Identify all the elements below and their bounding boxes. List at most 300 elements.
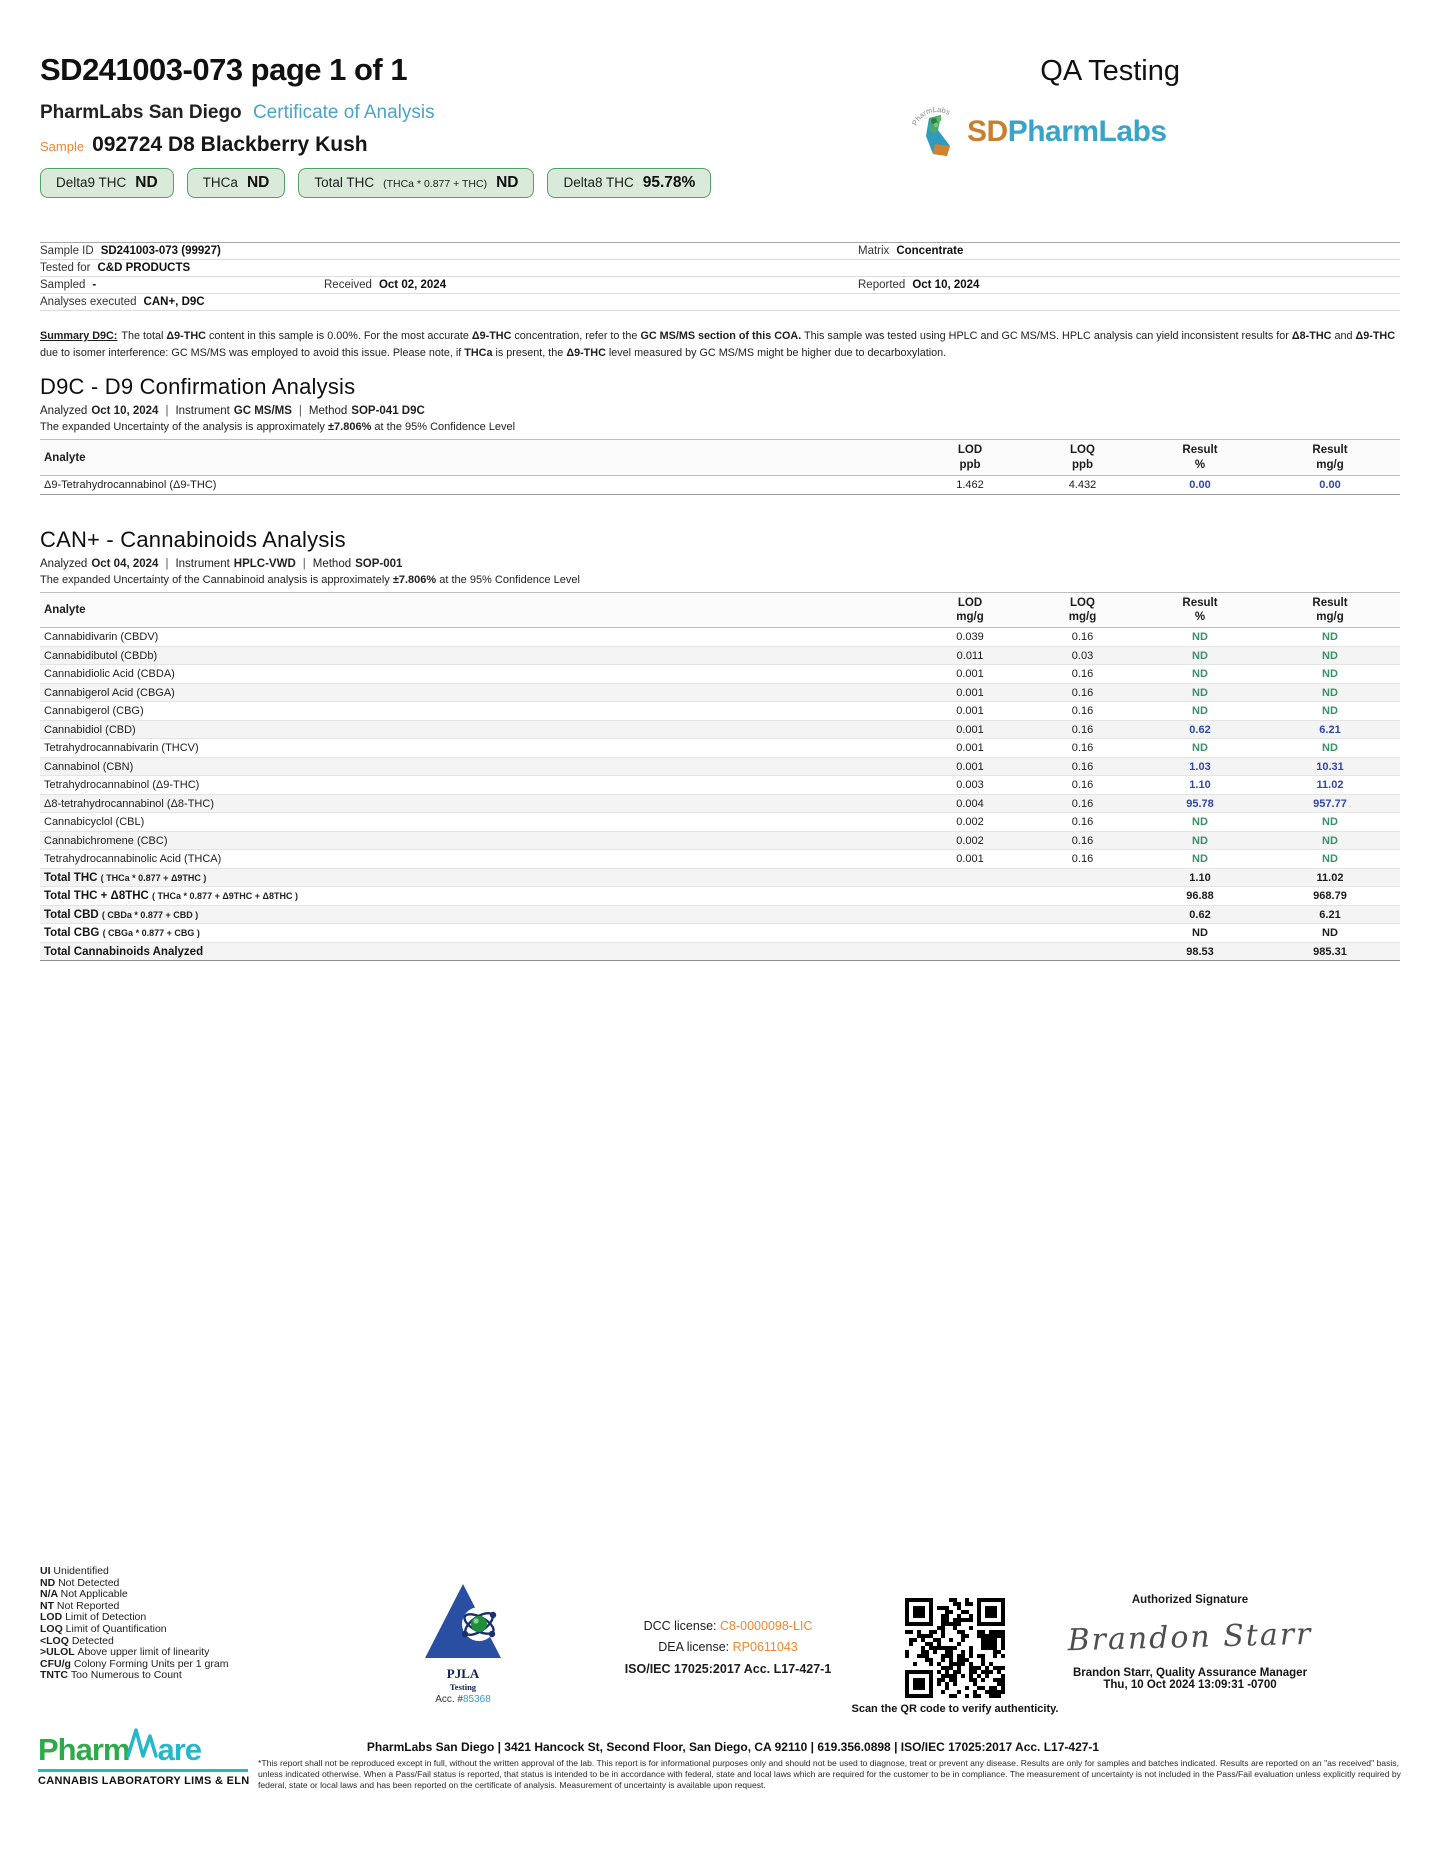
total-label-cell xyxy=(40,909,915,921)
sample-info-table xyxy=(40,242,1400,311)
signature-date: Thu, 10 Oct 2024 13:09:31 -0700 xyxy=(1103,1679,1277,1691)
lod-value: 0.001 xyxy=(956,723,984,736)
column-header xyxy=(40,603,915,617)
column-unit: ppb xyxy=(959,458,981,471)
pharmware-logo xyxy=(38,1726,248,1787)
summary-segment: content in this sample is 0.00%. For the most accurate xyxy=(205,330,472,342)
summary-bold-term: GC MS/MS section of this COA. xyxy=(640,330,802,342)
lab-name: PharmLabs San Diego xyxy=(40,102,242,123)
legend-text: Detected xyxy=(71,1634,114,1647)
result-cell xyxy=(1140,761,1260,773)
result-value: 957.77 xyxy=(1313,797,1347,810)
result-value: ND xyxy=(1322,668,1338,681)
result-value: ND xyxy=(1322,705,1338,718)
total-row xyxy=(40,906,1400,925)
legend-abbr: >ULOL xyxy=(40,1646,78,1659)
dcc-license-value: C8-0000098-LIC xyxy=(720,1619,813,1633)
result-value: 985.31 xyxy=(1313,945,1347,958)
result-cell xyxy=(1260,816,1400,828)
signature-script: Brandon Starr xyxy=(1067,1616,1313,1659)
result-cell xyxy=(1140,816,1260,828)
result-value: ND xyxy=(1322,742,1338,755)
result-value: 6.21 xyxy=(1319,723,1341,736)
result-value: 1.10 xyxy=(1189,779,1211,792)
sdpharmlabs-logo-icon xyxy=(905,100,967,164)
result-value: ND xyxy=(1322,816,1338,829)
total-row xyxy=(40,869,1400,888)
legend-abbr: UI xyxy=(40,1565,54,1577)
analyte-name: Cannabinol (CBN) xyxy=(44,760,134,773)
meta-label: Instrument xyxy=(175,557,230,570)
result-value: 0.62 xyxy=(1189,908,1211,921)
lod-value: 0.039 xyxy=(956,631,984,644)
result-value: ND xyxy=(1192,631,1208,644)
summary-bold-term: THCa xyxy=(464,346,493,359)
result-value: ND xyxy=(1322,649,1338,662)
summary-segment: due to isomer interference: GC MS/MS was employed to avoid this issue. Please note, if xyxy=(40,346,465,359)
result-cell xyxy=(1140,650,1260,662)
analyte-name: Cannabichromene (CBC) xyxy=(44,834,168,847)
column-title: Result xyxy=(1312,444,1348,457)
column-header xyxy=(1025,596,1140,625)
column-header xyxy=(915,443,1025,472)
result-cell xyxy=(1260,835,1400,847)
lod-value: 0.003 xyxy=(956,779,984,792)
result-cell xyxy=(1140,872,1260,884)
sample-info-field xyxy=(858,279,979,291)
result-cell xyxy=(1140,687,1260,699)
badge-value: 95.78% xyxy=(642,174,696,191)
analyte-row xyxy=(40,850,1400,869)
legend-text: Not Detected xyxy=(58,1576,120,1589)
column-unit: mg/g xyxy=(1068,611,1097,624)
badge-label: Delta9 THC xyxy=(56,175,127,190)
lod-value: 1.462 xyxy=(956,478,984,491)
lod-value: 0.002 xyxy=(956,834,984,847)
column-title: LOD xyxy=(957,596,983,609)
legend-abbr: LOD xyxy=(40,1611,66,1624)
authorized-signature-heading: Authorized Signature xyxy=(1131,1594,1249,1606)
sample-row xyxy=(40,133,1400,157)
column-header xyxy=(1140,596,1260,625)
summary-bold-term: Δ9-THC xyxy=(471,330,512,342)
field-value: SD241003-073 (99927) xyxy=(100,245,221,257)
sample-info-row xyxy=(40,294,1400,311)
meta-label: Analyzed xyxy=(40,405,88,418)
d9c-section-title: D9C - D9 Confirmation Analysis xyxy=(40,374,356,400)
field-label: Matrix xyxy=(858,245,890,257)
pjla-name: PJLA xyxy=(446,1666,480,1681)
pjla-accreditation xyxy=(398,1580,528,1705)
legend-text: Too Numerous to Count xyxy=(70,1669,182,1682)
legend-text: Not Reported xyxy=(56,1599,120,1612)
legend-abbr: N/A xyxy=(40,1588,61,1601)
result-badge xyxy=(40,168,174,198)
result-cell xyxy=(1260,927,1400,939)
analyte-name: Δ8-tetrahydrocannabinol (Δ8-THC) xyxy=(44,797,214,810)
result-value: ND xyxy=(1192,742,1208,755)
can-meta-line xyxy=(40,558,1400,570)
loq-value: 4.432 xyxy=(1068,478,1097,491)
sample-info-row xyxy=(40,277,1400,294)
result-value: ND xyxy=(1192,834,1208,847)
result-value: 11.02 xyxy=(1316,871,1344,884)
column-title: LOD xyxy=(957,444,983,457)
result-cell xyxy=(1140,779,1260,791)
summary-badges xyxy=(40,168,1400,198)
column-unit: ppb xyxy=(1071,458,1094,471)
analyte-name: Tetrahydrocannabivarin (THCV) xyxy=(44,742,199,755)
result-cell xyxy=(1260,761,1400,773)
analyte-row xyxy=(40,628,1400,647)
result-badge xyxy=(187,168,286,198)
lod-value: 0.001 xyxy=(956,853,984,866)
page-header xyxy=(40,52,1180,88)
result-cell xyxy=(1140,890,1260,902)
meta-separator: | xyxy=(165,405,169,418)
loq-value: 0.16 xyxy=(1071,668,1094,681)
analyte-row xyxy=(40,721,1400,740)
sample-info-field xyxy=(40,245,221,257)
meta-separator: | xyxy=(302,557,306,570)
sdpharmlabs-logo xyxy=(905,100,1167,164)
analyte-name: Tetrahydrocannabinolic Acid (THCA) xyxy=(44,853,222,866)
legend-text: Colony Forming Units per 1 gram xyxy=(73,1657,229,1670)
result-cell xyxy=(1260,650,1400,662)
lod-value: 0.001 xyxy=(956,760,984,773)
result-cell xyxy=(1140,853,1260,865)
analyte-row xyxy=(40,647,1400,666)
dcc-license-line: DCC license: C8-0000098-LIC xyxy=(643,1619,813,1633)
result-cell xyxy=(1260,853,1400,865)
result-cell xyxy=(1140,724,1260,736)
summary-segment: level measured by GC MS/MS might be higher due to decarboxylation. xyxy=(605,346,947,359)
result-value: 0.62 xyxy=(1189,723,1211,736)
result-cell xyxy=(1140,798,1260,810)
analyte-row xyxy=(40,684,1400,703)
meta-value: Oct 04, 2024 xyxy=(91,557,159,570)
lab-address-line: PharmLabs San Diego | 3421 Hancock St, Second Floor, San Diego, CA 92110 | 619.356.0898 | ISO/IEC 17025:2017 Acc. L17-427-1 xyxy=(366,1740,1100,1754)
column-unit: mg/g xyxy=(1316,611,1344,624)
legend-text: Above upper limit of linearity xyxy=(77,1646,210,1659)
loq-value: 0.16 xyxy=(1071,742,1094,755)
summary-bold-term: Δ9-THC xyxy=(166,330,206,342)
report-disclaimer: *This report shall not be reproduced except in full, without the written approval of the lab. This report is for informational purposes only and should not be used to diagnose, treat or prevent any disease. Results are only for samples and batches indicated. Results are reported on an "as received" basis, unless indicated otherwise. When a Pass/Fail status is reported, that status is intended to be in accordance with federal, state and local laws which are required for the customer to be in compliance. The measurement of uncertainty is not included in the Pass/Fail evaluation unless explicitly required by federal, state or local laws and has been reported on the certificate of analysis. Measurement of uncertainty is available upon request. xyxy=(258,1758,1401,1791)
total-label: Total Cannabinoids Analyzed xyxy=(44,945,204,958)
pharmware-tagline: CANNABIS LABORATORY LIMS & ELN xyxy=(38,1775,250,1787)
loq-value: 0.16 xyxy=(1071,797,1094,810)
total-label: Total CBG xyxy=(44,927,103,940)
analyte-name: Cannabidibutol (CBDb) xyxy=(44,649,158,662)
logo-sd-text: SD xyxy=(967,115,1008,148)
result-cell xyxy=(1260,742,1400,754)
loq-value: 0.16 xyxy=(1071,705,1094,718)
lod-value: 0.002 xyxy=(956,816,984,829)
result-value: 1.10 xyxy=(1189,871,1211,884)
result-cell xyxy=(1260,890,1400,902)
legend-text: Limit of Detection xyxy=(65,1611,147,1624)
total-formula: ( CBGa * 0.877 + CBG ) xyxy=(102,928,200,939)
result-value: ND xyxy=(1192,927,1208,940)
summary-segment: is present, the xyxy=(492,346,567,359)
result-value: 10.31 xyxy=(1316,760,1344,773)
result-cell xyxy=(1260,946,1400,958)
result-value: 96.88 xyxy=(1186,890,1214,903)
column-header xyxy=(1025,443,1140,472)
table-header-row xyxy=(40,439,1400,476)
meta-label: Analyzed xyxy=(40,557,88,570)
lod-value: 0.001 xyxy=(956,686,984,699)
column-title: Result xyxy=(1182,444,1218,457)
loq-value: 0.16 xyxy=(1071,686,1094,699)
result-cell xyxy=(1140,705,1260,717)
result-cell xyxy=(1140,835,1260,847)
result-cell xyxy=(1140,631,1260,643)
lod-value: 0.001 xyxy=(956,668,984,681)
badge-value: ND xyxy=(496,174,519,191)
qr-caption: Scan the QR code to verify authenticity. xyxy=(851,1703,1059,1715)
sample-info-field xyxy=(324,279,446,291)
column-header xyxy=(1260,443,1400,472)
result-cell xyxy=(1260,779,1400,791)
legend-abbr: NT xyxy=(40,1599,57,1612)
analyte-name: Δ9-Tetrahydrocannabinol (Δ9-THC) xyxy=(44,478,217,491)
legend-text: Unidentified xyxy=(53,1565,109,1577)
column-unit: % xyxy=(1194,458,1206,471)
column-title: Result xyxy=(1312,596,1348,609)
result-cell xyxy=(1260,798,1400,810)
signer-name-title: Brandon Starr, Quality Assurance Manager xyxy=(1072,1667,1308,1679)
total-label-cell xyxy=(40,927,915,939)
loq-value: 0.16 xyxy=(1071,779,1094,792)
result-cell xyxy=(1140,909,1260,921)
column-header xyxy=(40,451,915,465)
badge-label: Delta8 THC xyxy=(563,175,634,190)
lod-value: 0.001 xyxy=(956,742,984,755)
total-label: Total CBD xyxy=(44,908,102,921)
badge-label: THCa xyxy=(202,175,238,190)
legend-text: Limit of Quantification xyxy=(65,1622,167,1635)
result-value: 6.21 xyxy=(1319,908,1341,921)
sample-name: 092724 D8 Blackberry Kush xyxy=(92,133,368,156)
badge-formula-note: (THCa * 0.877 + THC) xyxy=(383,178,488,190)
result-value: ND xyxy=(1322,686,1338,699)
logo-pharmlabs-text: PharmLabs xyxy=(1007,115,1167,148)
sample-info-field xyxy=(40,279,96,291)
meta-value: GC MS/MS xyxy=(233,405,292,418)
result-value: 0.00 xyxy=(1189,478,1211,491)
result-badge xyxy=(547,168,711,198)
column-unit: mg/g xyxy=(956,611,984,624)
pjla-sub: Testing xyxy=(449,1682,477,1692)
loq-value: 0.16 xyxy=(1071,853,1094,866)
pharmware-logo-text-1: Pharm xyxy=(38,1732,130,1767)
field-label: Sampled xyxy=(40,279,86,291)
loq-value: 0.16 xyxy=(1071,631,1094,644)
legend-abbr: CFU/g xyxy=(40,1657,74,1670)
analyte-name: Tetrahydrocannabinol (Δ9-THC) xyxy=(44,779,200,792)
analyte-name: Cannabidiol (CBD) xyxy=(44,723,136,736)
d9c-table xyxy=(40,439,1400,494)
analyte-row xyxy=(40,665,1400,684)
total-row xyxy=(40,887,1400,906)
column-header xyxy=(915,596,1025,625)
total-row xyxy=(40,943,1400,962)
total-label: Total THC + Δ8THC xyxy=(44,890,153,903)
legend-abbr: TNTC xyxy=(40,1669,71,1682)
column-title: Result xyxy=(1182,596,1218,609)
summary-d9c xyxy=(40,328,1400,361)
column-title: LOQ xyxy=(1070,444,1095,457)
total-formula: ( THCa * 0.877 + Δ9THC ) xyxy=(100,872,207,883)
loq-value: 0.16 xyxy=(1071,816,1094,829)
lod-value: 0.011 xyxy=(956,649,984,662)
column-title: Analyte xyxy=(44,603,86,616)
analyte-row xyxy=(40,813,1400,832)
d9c-uncertainty: The expanded Uncertainty of the analysis is approximately ±7.806% at the 95% Confidence Level xyxy=(40,421,516,434)
badge-value: ND xyxy=(246,174,270,191)
analyte-row xyxy=(40,476,1400,495)
column-header xyxy=(1260,596,1400,625)
meta-label: Method xyxy=(312,557,352,570)
sample-info-field xyxy=(40,262,190,274)
field-value: C&D PRODUCTS xyxy=(97,262,191,274)
summary-segment: The total xyxy=(121,330,167,342)
iso-accreditation-line: ISO/IEC 17025:2017 Acc. L17-427-1 xyxy=(624,1662,832,1676)
pharmware-waveform-icon xyxy=(126,1726,160,1760)
result-cell xyxy=(1260,631,1400,643)
total-label-cell xyxy=(40,872,915,884)
abbreviation-legend xyxy=(40,1566,228,1682)
result-cell xyxy=(1260,724,1400,736)
result-value: ND xyxy=(1192,686,1208,699)
summary-label: Summary D9C: xyxy=(40,330,118,342)
result-value: 1.03 xyxy=(1189,760,1211,773)
loq-value: 0.03 xyxy=(1071,649,1094,662)
loq-value: 0.16 xyxy=(1071,834,1094,847)
summary-text xyxy=(40,330,1395,359)
result-value: ND xyxy=(1322,834,1338,847)
analyte-row xyxy=(40,776,1400,795)
field-value: CAN+, D9C xyxy=(143,296,205,308)
result-value: ND xyxy=(1192,705,1208,718)
field-label: Analyses executed xyxy=(40,296,137,308)
result-cell xyxy=(1140,479,1260,491)
sample-info-row xyxy=(40,260,1400,277)
field-value: - xyxy=(92,279,97,291)
sample-info-field xyxy=(40,296,205,308)
result-value: ND xyxy=(1322,853,1338,866)
result-value: 0.00 xyxy=(1319,478,1341,491)
result-cell xyxy=(1260,668,1400,680)
column-unit: % xyxy=(1194,611,1206,624)
analyte-name: Cannabidivarin (CBDV) xyxy=(44,631,159,644)
meta-value: HPLC-VWD xyxy=(233,557,296,570)
doc-type: Certificate of Analysis xyxy=(252,102,435,123)
pjla-logo-icon xyxy=(417,1580,509,1664)
loq-value: 0.16 xyxy=(1071,723,1094,736)
column-unit: mg/g xyxy=(1316,458,1344,471)
column-title: Analyte xyxy=(44,451,86,464)
summary-bold-term: Δ9-THC xyxy=(566,346,606,359)
summary-bold-term: Δ8-THC xyxy=(1291,330,1332,342)
badge-value: ND xyxy=(135,174,158,191)
result-value: 968.79 xyxy=(1313,890,1347,903)
meta-value: SOP-041 D9C xyxy=(351,405,425,418)
total-label: Total THC xyxy=(44,871,101,884)
page-title: SD241003-073 page 1 of 1 xyxy=(40,52,408,87)
column-title: LOQ xyxy=(1070,596,1095,609)
can-section-title: CAN+ - Cannabinoids Analysis xyxy=(40,526,346,552)
result-value: 98.53 xyxy=(1186,945,1214,958)
analyte-row xyxy=(40,795,1400,814)
field-label: Sample ID xyxy=(40,245,94,257)
can-uncertainty: The expanded Uncertainty of the Cannabinoid analysis is approximately ±7.806% at the 95% Confidence Level xyxy=(40,573,580,586)
legend-abbr: ND xyxy=(40,1576,59,1589)
meta-separator: | xyxy=(298,405,302,418)
signature-block xyxy=(1040,1594,1340,1691)
table-header-row xyxy=(40,592,1400,629)
dea-license-line: DEA license: RP0611043 xyxy=(658,1640,798,1654)
result-cell xyxy=(1260,687,1400,699)
legend-item xyxy=(40,1670,228,1682)
result-cell xyxy=(1140,742,1260,754)
result-cell xyxy=(1140,668,1260,680)
sample-info-row xyxy=(40,243,1400,260)
meta-label: Instrument xyxy=(175,405,230,418)
meta-value: SOP-001 xyxy=(355,557,403,570)
summary-segment: This sample was tested using HPLC and GC MS/MS. HPLC analysis can yield inconsistent results for xyxy=(801,330,1292,342)
summary-segment: and xyxy=(1331,330,1356,342)
result-value: ND xyxy=(1192,816,1208,829)
analyte-name: Cannabigerol Acid (CBGA) xyxy=(44,686,175,699)
legend-abbr: LOQ xyxy=(40,1622,66,1635)
analyte-row xyxy=(40,739,1400,758)
analyte-name: Cannabidiolic Acid (CBDA) xyxy=(44,668,175,681)
meta-separator: | xyxy=(165,557,169,570)
pjla-accreditation-number: Acc. #85368 xyxy=(435,1694,491,1705)
total-formula: ( CBDa * 0.877 + CBD ) xyxy=(101,909,199,920)
total-row xyxy=(40,924,1400,943)
qa-testing-label: QA Testing xyxy=(1040,55,1180,87)
result-value: 95.78 xyxy=(1186,797,1214,810)
result-cell xyxy=(1260,909,1400,921)
total-label-cell xyxy=(40,890,915,902)
result-value: ND xyxy=(1192,853,1208,866)
analyte-row xyxy=(40,832,1400,851)
column-header xyxy=(1140,443,1260,472)
result-value: ND xyxy=(1322,927,1338,940)
svg-text:PharmLabs: PharmLabs xyxy=(910,104,952,128)
field-label: Reported xyxy=(858,279,906,291)
badge-label: Total THC xyxy=(314,175,375,190)
field-label: Tested for xyxy=(40,262,91,274)
sample-info-field xyxy=(858,245,963,257)
qr-code xyxy=(905,1598,1005,1698)
analyte-name: Cannabicyclol (CBL) xyxy=(44,816,145,829)
field-label: Received xyxy=(324,279,372,291)
legend-text: Not Applicable xyxy=(60,1588,128,1601)
result-value: 11.02 xyxy=(1316,779,1344,792)
result-cell xyxy=(1260,479,1400,491)
analyte-name: Cannabigerol (CBG) xyxy=(44,705,144,718)
analyte-row xyxy=(40,758,1400,777)
meta-value: Oct 10, 2024 xyxy=(91,405,159,418)
field-value: Oct 02, 2024 xyxy=(378,279,447,291)
legend-abbr: <LOQ xyxy=(40,1634,72,1647)
analyte-row xyxy=(40,702,1400,721)
result-value: ND xyxy=(1192,649,1208,662)
